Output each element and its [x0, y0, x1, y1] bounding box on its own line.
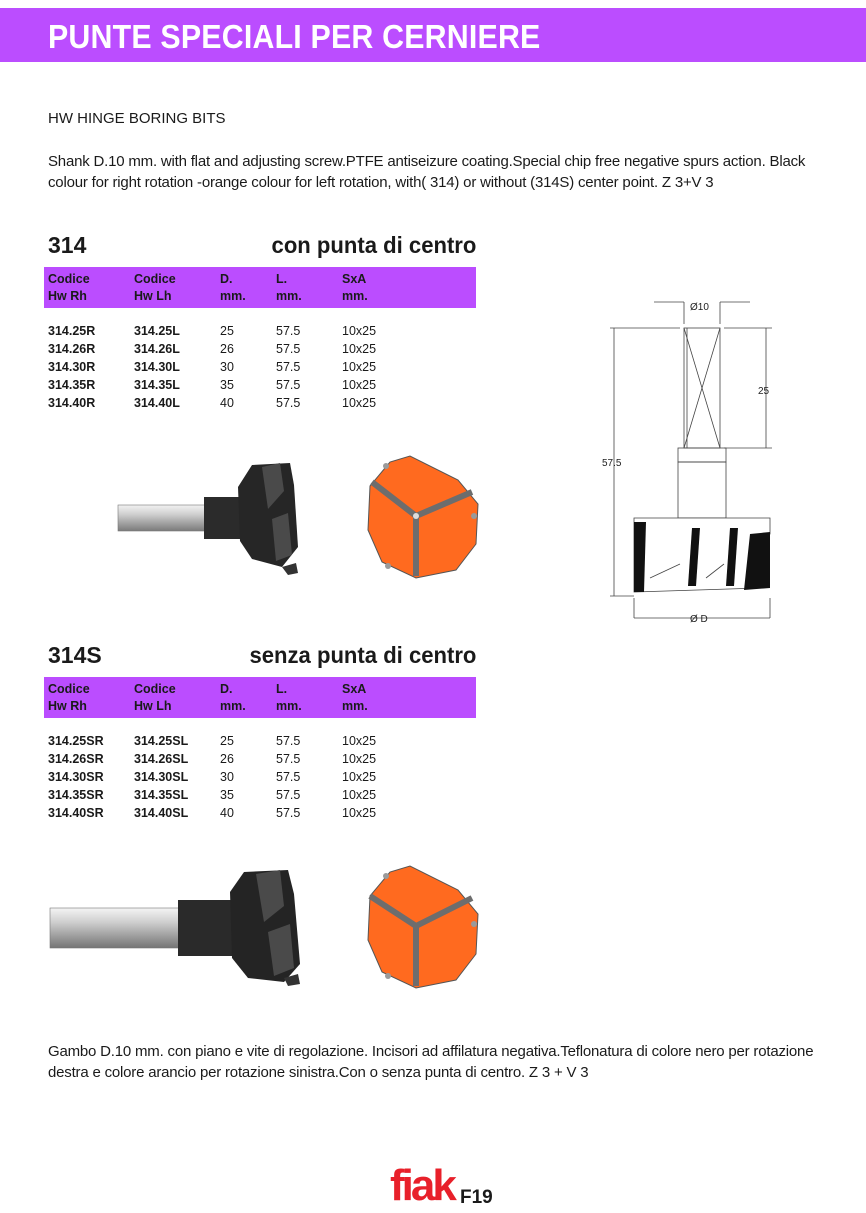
table-header-row: [44, 267, 476, 308]
section-code: 314S: [48, 642, 102, 668]
dim-shank-length: 25: [758, 386, 770, 397]
spec-table-314s: [44, 677, 476, 822]
column-header: SxA mm.: [342, 272, 368, 303]
header-banner: [0, 8, 866, 62]
subtitle: HW HINGE BORING BITS: [48, 110, 226, 127]
dim-diameter: Ø D: [690, 614, 708, 625]
section-code: 314: [48, 232, 87, 258]
description-it: Gambo D.10 mm. con piano e vite di regolazione. Incisori ad affilatura negativa.Teflonatura di colore nero per rotazione destra e colore arancio per rotazione sinistra.Con o senza punta di centro. Z 3 + V 3: [48, 1043, 814, 1081]
bit-side-photo-314: [112, 455, 302, 580]
column-header: D. mm.: [220, 682, 246, 713]
bit-face-photo-314: [360, 452, 488, 582]
column-header: D. mm.: [220, 272, 246, 303]
table-header-row: [44, 677, 476, 718]
dim-shank-diameter: Ø10: [690, 302, 709, 313]
table-row: 314.40SR 314.40SL 40 57.5 10x25: [48, 806, 377, 820]
section-314s-title: [48, 642, 476, 670]
table-row: 314.35SR 314.35SL 35 57.5 10x25: [48, 788, 377, 802]
column-header: Codice Hw Rh: [48, 272, 90, 303]
table-row: 314.35R 314.35L 35 57.5 10x25: [48, 378, 377, 392]
technical-drawing: [600, 296, 790, 626]
section-314-title: [48, 232, 476, 260]
section-name: con punta di centro: [271, 232, 476, 258]
column-header: Codice Hw Lh: [134, 272, 176, 303]
brand-wordmark: fiak: [390, 1161, 454, 1208]
table-row: 314.25R 314.25L 25 57.5 10x25: [48, 324, 377, 338]
column-header: Codice Hw Rh: [48, 682, 90, 713]
column-header: L. mm.: [276, 682, 302, 713]
table-row: 314.26SR 314.26SL 26 57.5 10x25: [48, 752, 377, 766]
dim-total-length: 57.5: [602, 458, 622, 469]
spec-table-314: [44, 267, 476, 412]
bit-side-photo-314s: [44, 866, 306, 988]
table-row: 314.40R 314.40L 40 57.5 10x25: [48, 396, 377, 410]
page-number: F19: [460, 1187, 493, 1208]
table-row: 314.25SR 314.25SL 25 57.5 10x25: [48, 734, 377, 748]
table-row: 314.30SR 314.30SL 30 57.5 10x25: [48, 770, 377, 784]
bit-face-photo-314s: [360, 862, 488, 992]
column-header: Codice Hw Lh: [134, 682, 176, 713]
table-row: 314.30R 314.30L 30 57.5 10x25: [48, 360, 377, 374]
page-title: PUNTE SPECIALI PER CERNIERE: [48, 18, 541, 55]
table-row: 314.26R 314.26L 26 57.5 10x25: [48, 342, 377, 356]
column-header: SxA mm.: [342, 682, 368, 713]
description-en: Shank D.10 mm. with flat and adjusting screw.PTFE antiseizure coating.Special chip free negative spurs action. Black colour for right rotation -orange colour for left rotation, with( 314) or without (314S) center point. Z 3+V 3: [48, 153, 806, 191]
section-name: senza punta di centro: [249, 642, 476, 668]
fiak-logo: [390, 1160, 458, 1208]
column-header: L. mm.: [276, 272, 302, 303]
